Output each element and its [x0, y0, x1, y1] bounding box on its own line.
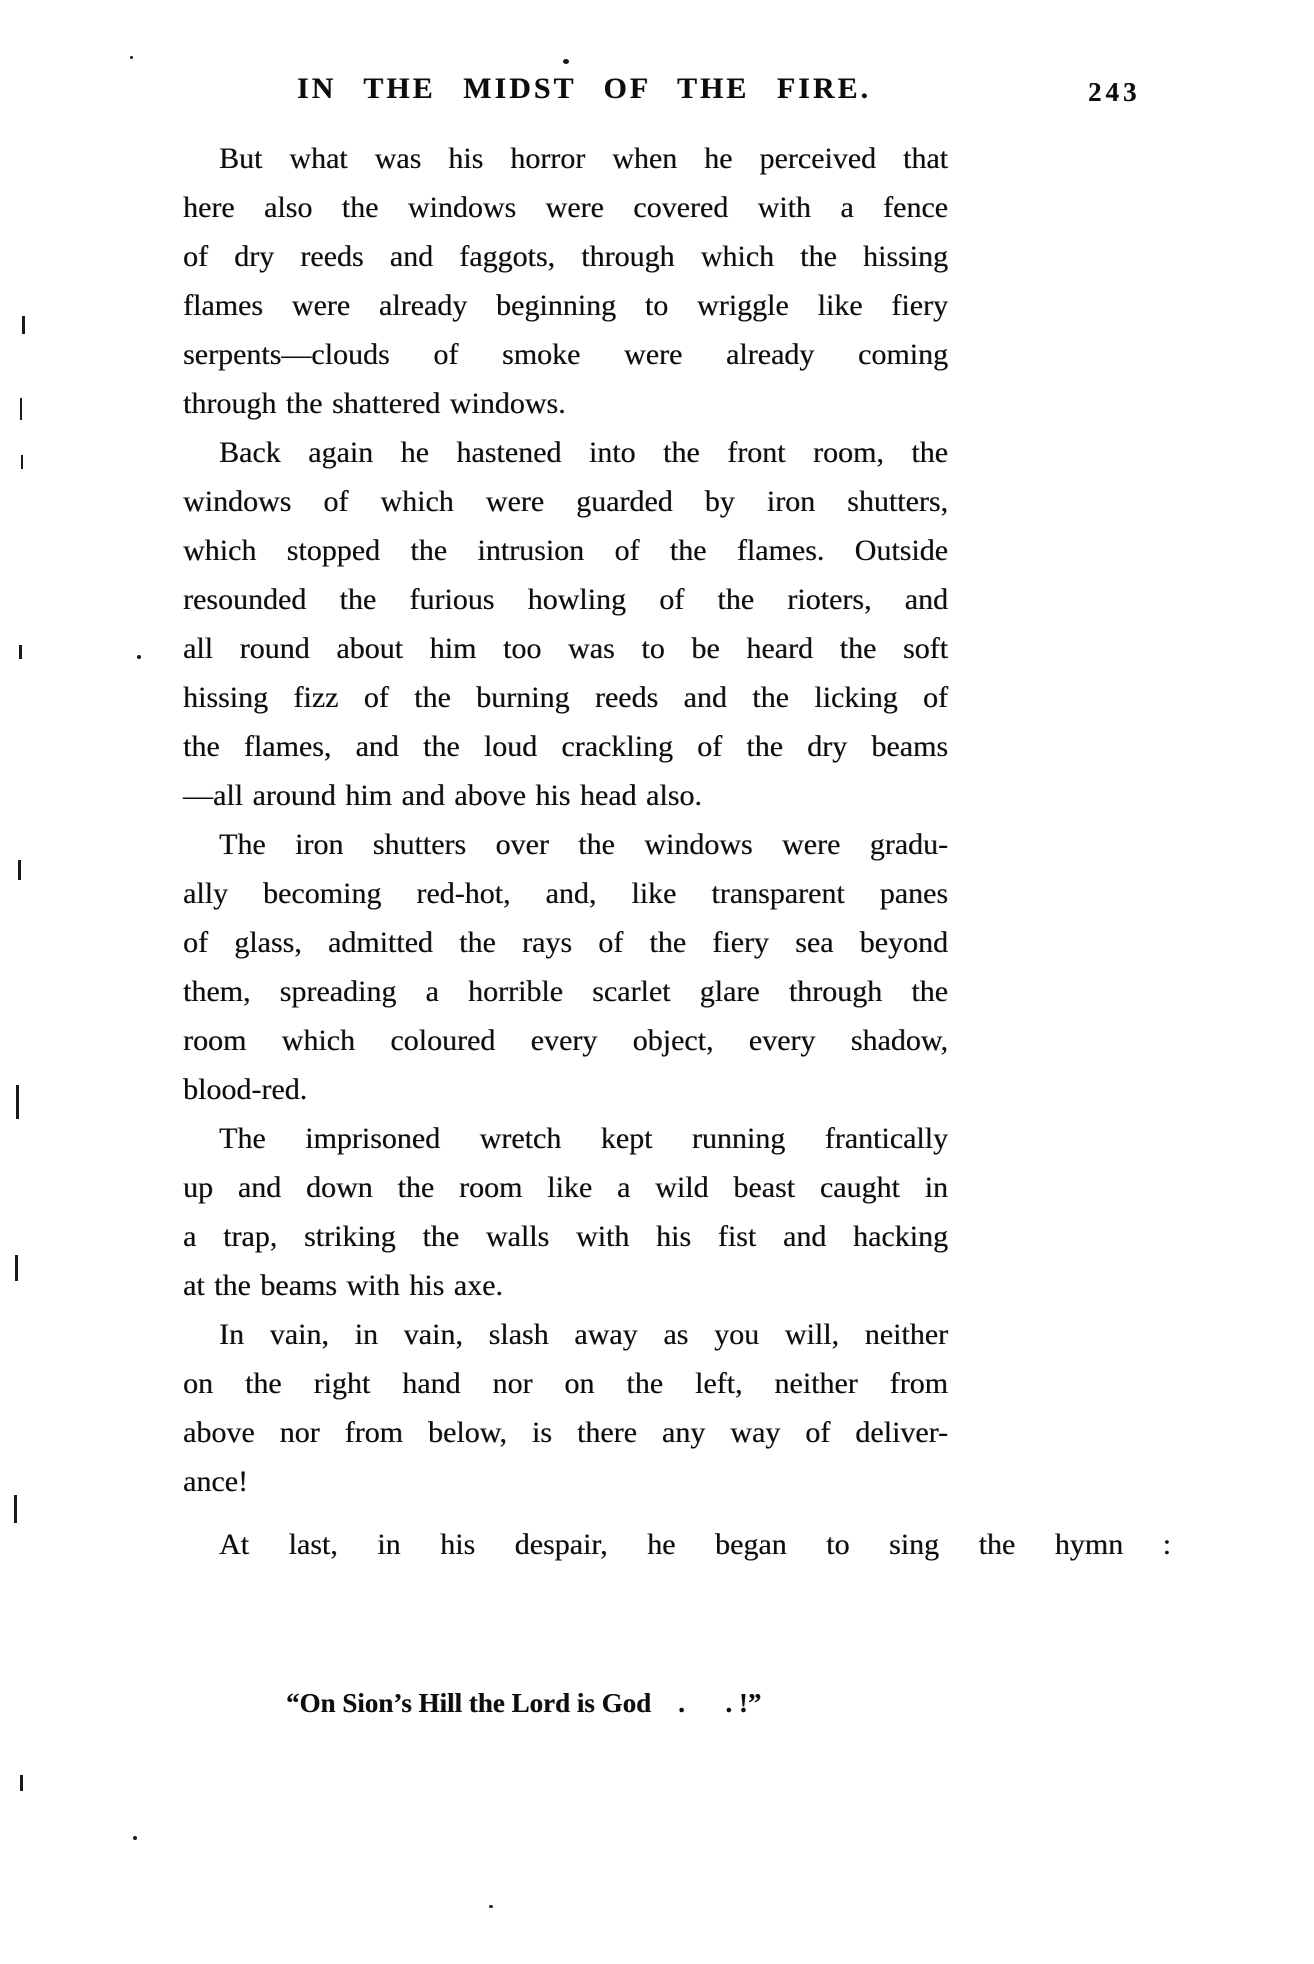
text-line: of glass, admitted the rays of the fiery sea beyond [183, 926, 948, 959]
paragraph [183, 820, 948, 1114]
text-line: —all around him and above his head also. [183, 779, 702, 812]
scan-artifact [133, 1836, 137, 1840]
scan-artifact [14, 1495, 17, 1523]
text-line: serpents—clouds of smoke were already coming [183, 338, 948, 371]
text-line: The iron shutters over the windows were gradu- [219, 828, 948, 861]
text-line: through the shattered windows. [183, 387, 566, 420]
text-line: at the beams with his axe. [183, 1269, 503, 1302]
text-line: the flames, and the loud crackling of the dry beams [183, 730, 948, 763]
paragraph [183, 1520, 1171, 1569]
scan-artifact [15, 1255, 18, 1281]
running-title: IN THE MIDST OF THE FIRE. [297, 72, 871, 105]
scan-artifact [20, 398, 22, 420]
page-number: 243 [1088, 77, 1141, 107]
scan-artifact [19, 645, 22, 659]
text-line: here also the windows were covered with a fence [183, 191, 948, 224]
text-line: a trap, striking the walls with his fist and hacking [183, 1220, 948, 1253]
paragraph [183, 428, 948, 820]
hymn-quote: “On Sion’s Hill the Lord is God . . !” [286, 1688, 762, 1718]
text-line: But what was his horror when he perceived that [219, 142, 948, 175]
paragraph [183, 1114, 948, 1310]
text-line: blood-red. [183, 1073, 308, 1106]
scan-artifact [18, 860, 21, 880]
text-line: In vain, in vain, slash away as you will, neither [219, 1318, 948, 1351]
text-line: on the right hand nor on the left, neither from [183, 1367, 948, 1400]
scan-artifact [16, 1085, 19, 1119]
paragraph [183, 1310, 948, 1506]
scan-artifact [22, 316, 25, 334]
text-line: them, spreading a horrible scarlet glare through the [183, 975, 948, 1008]
scan-artifact [489, 1905, 493, 1908]
text-line: ally becoming red-hot, and, like transparent panes [183, 877, 948, 910]
paragraph [183, 134, 948, 428]
text-line: up and down the room like a wild beast caught in [183, 1171, 948, 1204]
text-line: above nor from below, is there any way of deliver- [183, 1416, 948, 1449]
text-line: Back again he hastened into the front room, the [219, 436, 948, 469]
text-line: resounded the furious howling of the rioters, and [183, 583, 948, 616]
text-line: flames were already beginning to wriggle like fiery [183, 289, 948, 322]
scan-artifact [130, 56, 133, 59]
scan-artifact [563, 59, 569, 64]
text-block [183, 134, 1171, 1569]
text-line: which stopped the intrusion of the flames. Outside [183, 534, 948, 567]
text-line: all round about him too was to be heard the soft [183, 632, 948, 665]
scan-artifact [21, 455, 23, 469]
text-line: hissing fizz of the burning reeds and the licking of [183, 681, 948, 714]
scan-artifact [137, 655, 141, 659]
text-line: ance! [183, 1465, 248, 1498]
scan-artifact [20, 1775, 23, 1791]
text-line: room which coloured every object, every shadow, [183, 1024, 948, 1057]
text-line: of dry reeds and faggots, through which the hissing [183, 240, 948, 273]
text-line: windows of which were guarded by iron shutters, [183, 485, 948, 518]
text-line: At last, in his despair, he began to sing the hymn : [219, 1528, 1171, 1561]
text-line: The imprisoned wretch kept running frantically [219, 1122, 948, 1155]
